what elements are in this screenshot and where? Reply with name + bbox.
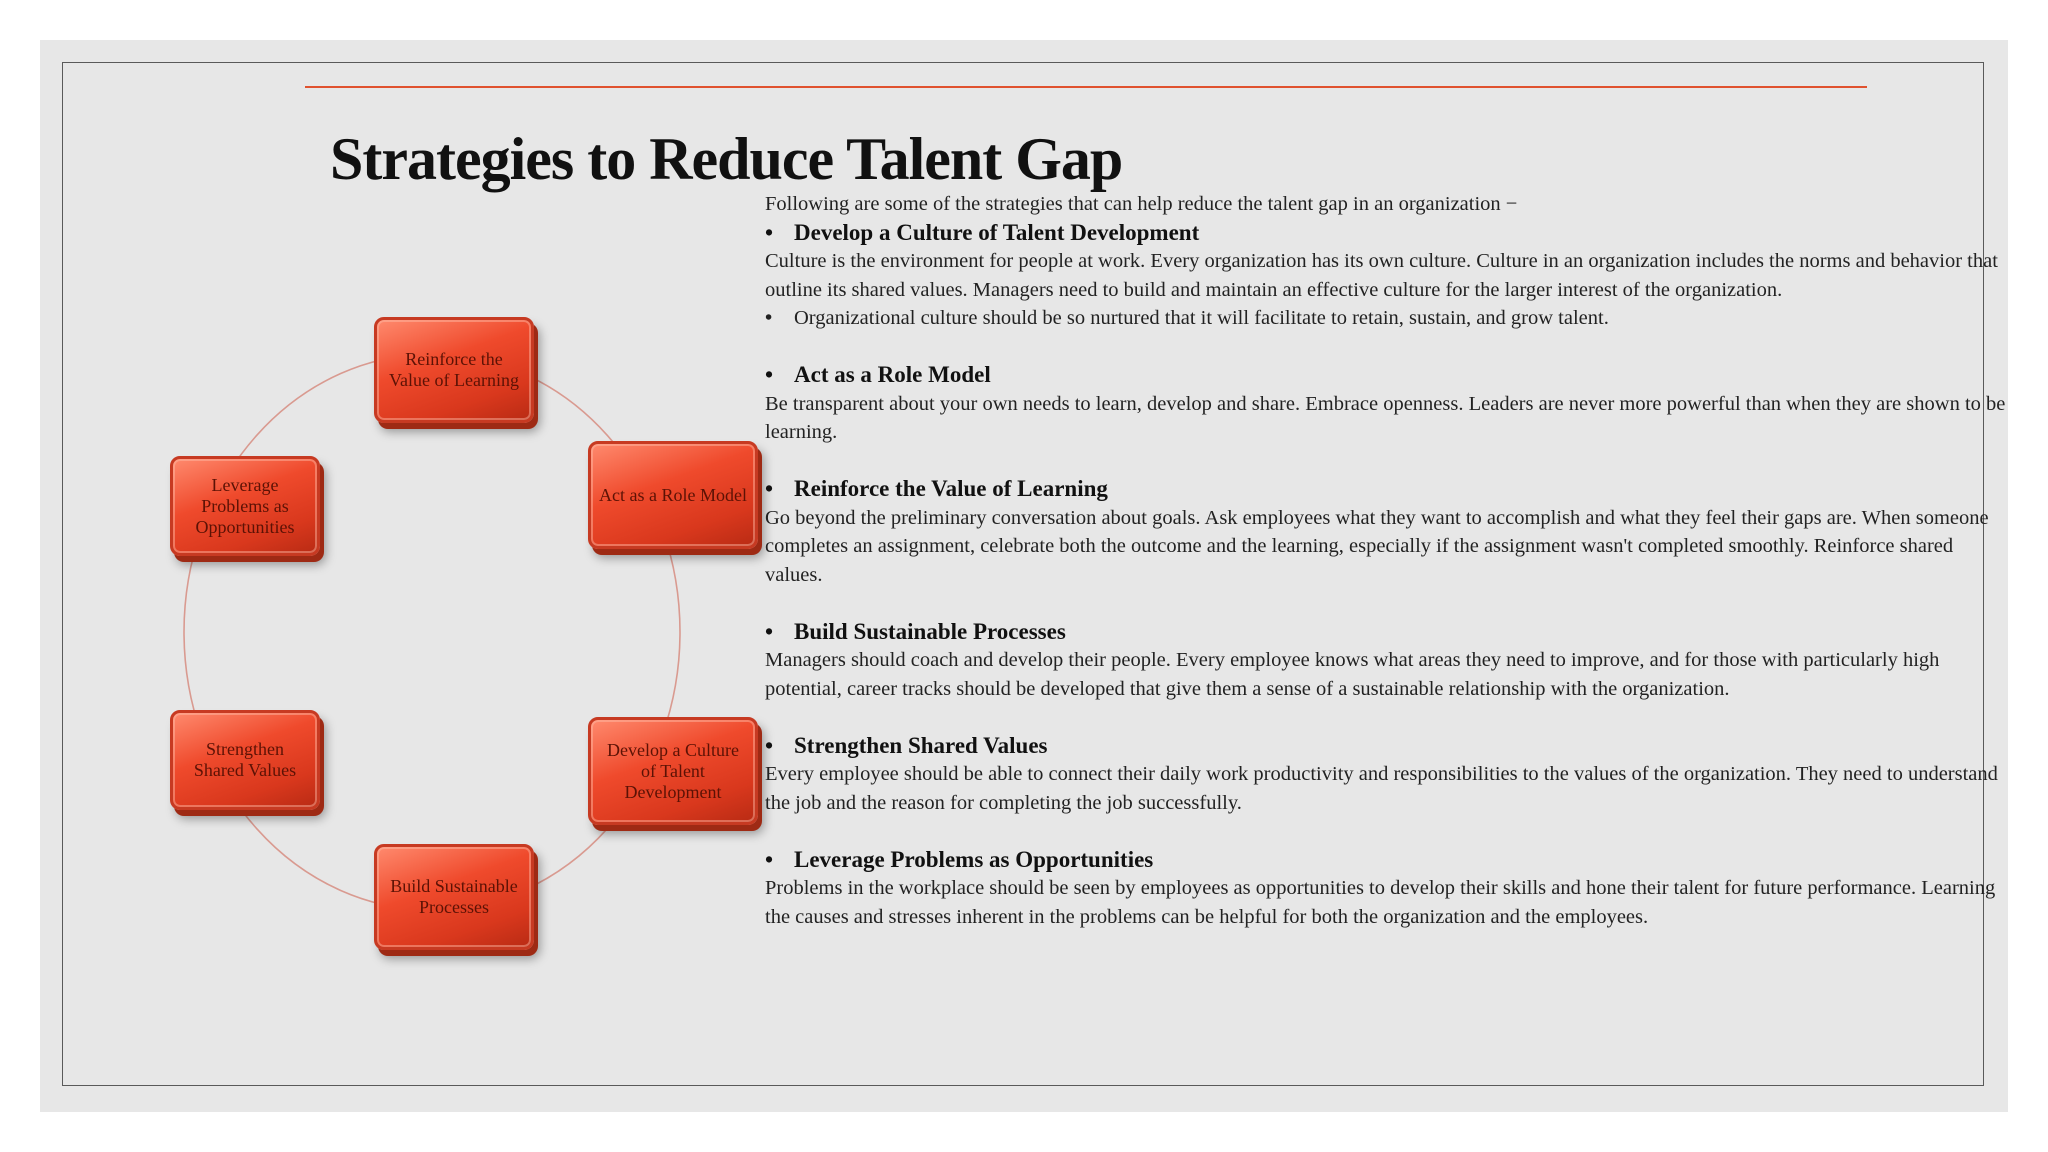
node-strengthen-shared-values: Strengthen Shared Values: [170, 710, 320, 810]
slide: [40, 40, 2008, 1112]
node-build-sustainable-processes: Build Sustainable Processes: [374, 844, 534, 950]
section-heading: [765, 846, 2015, 875]
intro-text: Following are some of the strategies that can help reduce the talent gap in an organization −: [765, 193, 1518, 215]
heading-text: Strengthen Shared Values: [794, 732, 1048, 758]
heading-text: Build Sustainable Processes: [794, 618, 1066, 644]
bullet-icon: •: [765, 732, 774, 758]
section-heading: [765, 219, 2015, 248]
bullet-icon: •: [765, 846, 774, 872]
section-heading: [765, 732, 2015, 761]
bullet-icon: •: [765, 476, 774, 501]
section-heading: [765, 618, 2015, 647]
node-act-as-role-model: Act as a Role Model: [588, 441, 758, 549]
bullet-icon: •: [765, 362, 774, 387]
section-body: Be transparent about your own needs to learn, develop and share. Embrace openness. Leaders are never more powerful than when they are shown to be learning.: [765, 392, 2006, 443]
section-body: Managers should coach and develop their people. Every employee knows what areas they need to improve, and for those with particularly high potential, career tracks should be developed that give them a sense of a sustainable relationship with the organization.: [765, 649, 1940, 700]
section-heading: [765, 475, 2015, 504]
slide-title: Strategies to Reduce Talent Gap: [330, 126, 1123, 192]
section-body: Culture is the environment for people at work. Every organization has its own culture. Culture in an organization includes the norms and behavior that outline its shared values. Managers need to build and maintain an effective culture for the larger interest of the organization.: [765, 250, 1998, 301]
section-body: Go beyond the preliminary conversation about goals. Ask employees what they want to accomplish and what they feel their gaps are. When someone completes an assignment, celebrate both the outcome and the learning, especially if the assignment wasn't completed smoothly. Reinforce shared values.: [765, 506, 1989, 586]
cycle-ring-path: [184, 354, 680, 910]
bullet-icon: •: [765, 219, 774, 245]
heading-text: Leverage Problems as Opportunities: [794, 846, 1154, 872]
section-body: Every employee should be able to connect their daily work productivity and responsibilities to the values of the organization. They need to understand the job and the reason for completing the job successfully.: [765, 763, 1998, 814]
bullet-icon: •: [765, 618, 774, 644]
heading-text: Reinforce the Value of Learning: [794, 476, 1108, 501]
sub-bullet: [765, 304, 2015, 333]
heading-text: Act as a Role Model: [794, 362, 991, 387]
section-body: Problems in the workplace should be seen by employees as opportunities to develop their skills and hone their talent for future performance. Learning the causes and stresses inherent in the problems can be helpful for both the organization and the employees.: [765, 877, 1996, 928]
strategies-text: [765, 190, 2015, 931]
strategy-cycle-diagram: [120, 260, 747, 980]
sub-bullet-text: Organizational culture should be so nurtured that it will facilitate to retain, sustain, and grow talent.: [794, 307, 1609, 329]
bullet-icon: •: [765, 307, 773, 329]
node-reinforce-value-of-learning: Reinforce the Value of Learning: [374, 317, 534, 423]
heading-text: Develop a Culture of Talent Development: [794, 219, 1200, 245]
title-accent-rule: [305, 86, 1867, 88]
node-develop-culture-of-talent: Develop a Culture of Talent Development: [588, 717, 758, 825]
node-leverage-problems: Leverage Problems as Opportunities: [170, 456, 320, 556]
section-heading: [765, 361, 2015, 390]
